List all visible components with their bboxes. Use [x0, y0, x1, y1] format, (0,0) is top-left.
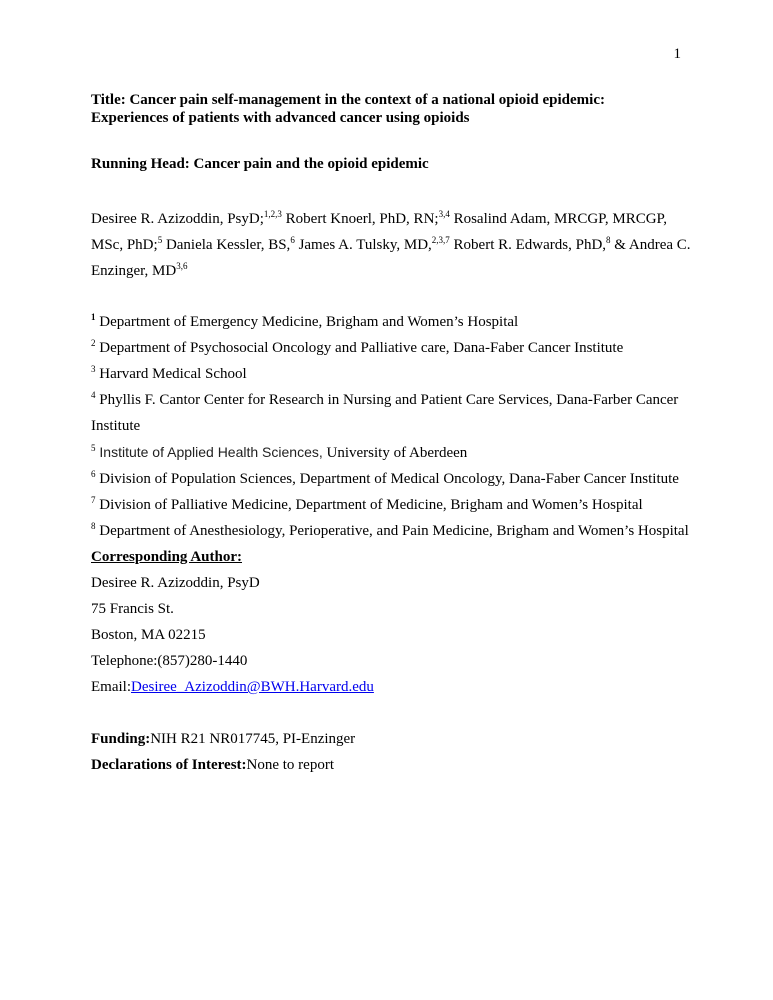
corresponding-author-name: Desiree R. Azizoddin, PsyD — [91, 575, 260, 591]
author-affil-sup: 3,6 — [176, 261, 188, 271]
author-affil-sup: 5 — [157, 235, 163, 245]
affiliation-text: Department of Anesthesiology, Perioperative, and Pain Medicine, Brigham and Women’s Hospital — [95, 523, 689, 539]
author: & Andrea C. Enzinger, MD$^{3,6}$ — [91, 237, 691, 279]
corresponding-author-telephone: Telephone:(857)280-1440 — [91, 653, 248, 669]
affiliation-text: Harvard Medical School — [95, 366, 247, 382]
email-link[interactable]: Desiree_Azizoddin@BWH.Harvard.edu — [131, 679, 374, 695]
author-affil-sup: 6 — [290, 235, 295, 245]
affiliation-number: 1 — [91, 312, 96, 322]
page-number: 1 — [673, 46, 681, 62]
author: Daniela Kessler, BS,$^6$ — [162, 235, 295, 253]
funding-line — [91, 726, 691, 752]
affiliation-item — [91, 309, 691, 335]
corresponding-author-city: Boston, MA 02215 — [91, 627, 206, 643]
declarations-label: Declarations of Interest: — [91, 757, 247, 773]
running-head-label: Running Head: — [91, 156, 190, 172]
affiliation-number: 4 — [91, 390, 96, 400]
title-label: Title: — [91, 92, 126, 108]
affiliation-text: University of Aberdeen — [322, 445, 468, 461]
title-page-content — [91, 91, 691, 778]
funding-label: Funding: — [91, 731, 151, 747]
declarations-text: None to report — [246, 757, 334, 773]
title-line-2: Experiences of patients with advanced cancer using opioids — [91, 110, 470, 126]
running-head-text: Cancer pain and the opioid epidemic — [193, 156, 429, 172]
affiliation-number: 8 — [91, 521, 96, 531]
author-affil-sup: 1,2,3 — [263, 209, 282, 219]
corresponding-author-email-line — [91, 674, 691, 700]
author: James A. Tulsky, MD,$^{2,3,7}$ — [294, 235, 450, 253]
affiliation-item — [91, 361, 691, 387]
affiliation-item — [91, 518, 691, 544]
author-list — [91, 206, 691, 284]
author: Desiree R. Azizoddin, PsyD;$^{1,2,3}$ — [91, 209, 282, 227]
email-label: Email: — [91, 679, 131, 695]
affiliation-item — [91, 492, 691, 518]
author: Robert R. Edwards, PhD,$^8$ — [449, 235, 611, 253]
affiliation-number: 2 — [91, 338, 96, 348]
funding-text: NIH R21 NR017745, PI-Enzinger — [150, 731, 356, 747]
declarations-line — [91, 752, 691, 778]
affiliation-number: 5 — [91, 443, 96, 453]
corresponding-author-street: 75 Francis St. — [91, 601, 174, 617]
affiliation-text: Department of Psychosocial Oncology and Palliative care, Dana-Faber Cancer Institute — [95, 340, 624, 356]
affiliation-item — [91, 335, 691, 361]
affiliation-text: Division of Palliative Medicine, Department of Medicine, Brigham and Women’s Hospital — [95, 497, 643, 513]
paper-title — [91, 91, 691, 127]
affiliation-number: 3 — [91, 364, 96, 374]
affiliation-text: Department of Emergency Medicine, Brigham and Women’s Hospital — [95, 314, 519, 330]
author-affil-sup: 8 — [606, 235, 611, 245]
affiliation-list — [91, 309, 691, 544]
author-affil-sup: 3,4 — [438, 209, 450, 219]
affiliation-text: Phyllis F. Cantor Center for Research in Nursing and Patient Care Services, Dana-Farber Cancer Institute — [91, 392, 679, 434]
corresponding-author-heading: Corresponding Author: — [91, 549, 242, 565]
affiliation-text: Division of Population Sciences, Department of Medical Oncology, Dana-Faber Cancer Institute — [95, 471, 679, 487]
running-head — [91, 155, 691, 173]
author: Rosalind Adam, MRCGP, MRCGP, MSc, PhD;$^5$ — [91, 211, 667, 253]
affiliation-number: 6 — [91, 469, 96, 479]
affiliation-item — [91, 387, 691, 439]
corresponding-author-block — [91, 544, 691, 700]
title-line-1: Cancer pain self-management in the context of a national opioid epidemic: — [129, 92, 606, 108]
affiliation-item — [91, 439, 691, 466]
affiliation-item — [91, 466, 691, 492]
author: Robert Knoerl, PhD, RN;$^{3,4}$ — [281, 209, 450, 227]
author-affil-sup: 2,3,7 — [431, 235, 450, 245]
affiliation-text-institute: Institute of Applied Health Sciences, — [95, 444, 323, 460]
affiliation-number: 7 — [91, 495, 96, 505]
